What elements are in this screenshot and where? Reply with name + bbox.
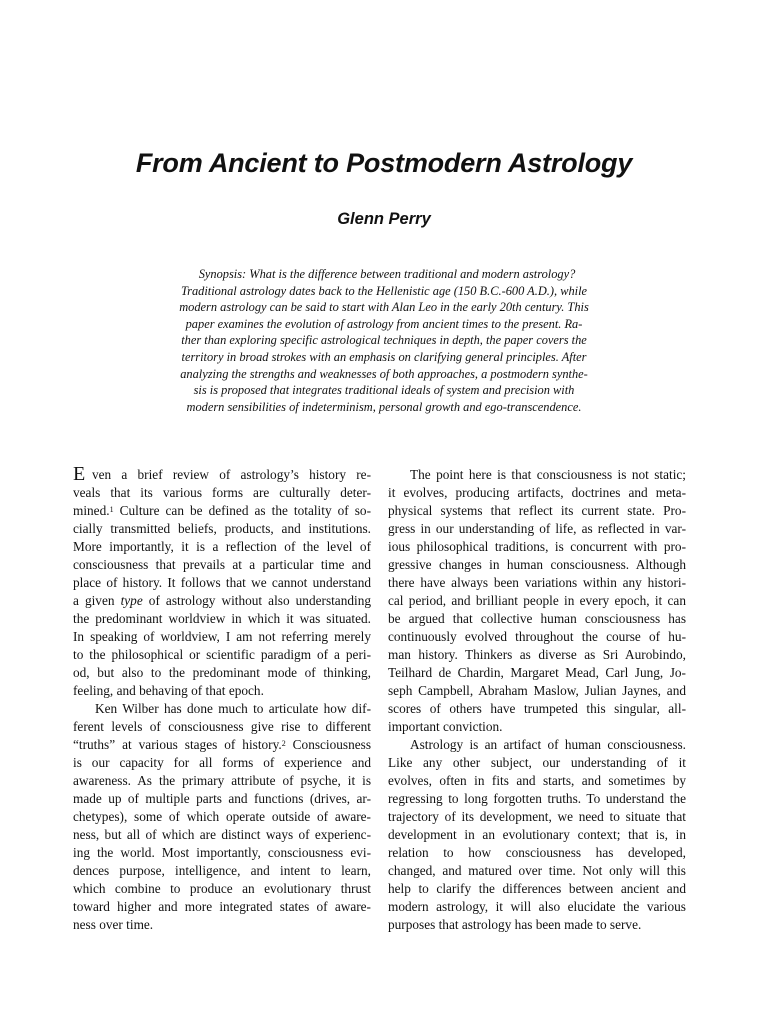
- drop-cap: E: [73, 463, 86, 485]
- body-line: physical systems that reflect its current state. Pro-: [388, 503, 686, 518]
- body-line: toward higher and more integrated states of aware-: [73, 899, 371, 914]
- body-column-left: [73, 463, 371, 934]
- footnote-ref: 1: [109, 505, 114, 514]
- body-line: which combine to produce an evolutionary thrust: [73, 881, 371, 896]
- body-line: Like any other subject, our understanding of it: [388, 755, 686, 770]
- body-line: feeling, and behaving of that epoch.: [73, 683, 264, 698]
- body-line: there have always been variations within any histori-: [388, 575, 686, 590]
- body-column-right: [388, 466, 686, 934]
- body-line: man history. Thinkers as diverse as Sri Aurobindo,: [388, 647, 686, 662]
- body-line: the predominant worldview in which it was situated.: [73, 611, 371, 626]
- body-line: gressive changes in human consciousness. Although: [388, 557, 686, 572]
- body-line: [73, 502, 371, 520]
- paper-author: Glenn Perry: [337, 210, 431, 228]
- body-line: scores of others have trumpeted this singular, all-: [388, 701, 686, 716]
- body-line: regressing to long forgotten truths. To understand the: [388, 791, 686, 806]
- body-line: ness, but all of which are distinct ways of experienc-: [73, 827, 371, 842]
- body-line: chetypes), some of which operate outside of aware-: [73, 809, 371, 824]
- body-text: a given: [73, 593, 121, 608]
- synopsis-line: ther than exploring specific astrological techniques in depth, the paper covers the: [181, 333, 587, 348]
- italic-word: type: [120, 593, 143, 608]
- body-line: od, but also to the predominant mode of thinking,: [73, 665, 371, 680]
- body-line: trajectory of its development, we need to situate that: [388, 809, 686, 824]
- body-line: cal period, and brilliant people in every epoch, it can: [388, 593, 686, 608]
- body-line: [73, 736, 371, 754]
- body-line: ious philosophical traditions, is concurrent with pro-: [388, 539, 686, 554]
- body-text: “truths” at various stages of history.: [73, 737, 282, 752]
- synopsis-line: analyzing the strengths and weaknesses of both approaches, a postmodern synthe-: [180, 366, 588, 381]
- body-line: The point here is that consciousness is not static;: [410, 467, 686, 482]
- footnote-ref: 2: [281, 739, 286, 748]
- body-line: Astrology is an artifact of human consciousness.: [410, 737, 686, 752]
- synopsis: [150, 266, 618, 415]
- synopsis-line: sis is proposed that integrates traditional ideals of system and precision with: [193, 383, 575, 398]
- body-line: made up of multiple parts and functions (drives, ar-: [73, 791, 371, 806]
- body-line: evolves, often in fits and starts, and sometimes by: [388, 773, 686, 788]
- body-line: modern astrology, it will also elucidate the various: [388, 899, 686, 914]
- body-line: to the philosophical or scientific paradigm of a peri-: [73, 647, 371, 662]
- body-text: of astrology without also understanding: [142, 593, 371, 608]
- body-line: In speaking of worldview, I am not referring merely: [73, 629, 371, 644]
- synopsis-line: paper examines the evolution of astrology from ancient times to the present. Ra-: [185, 316, 583, 331]
- body-line: continuously evolved throughout the course of hu-: [388, 629, 686, 644]
- body-text: ven a brief review of astrology’s history re-: [92, 467, 371, 482]
- body-line: consciousness that prevails at a particular time and: [73, 557, 371, 572]
- body-line: [73, 463, 371, 485]
- body-line: important conviction.: [388, 719, 503, 734]
- body-line: it evolves, producing artifacts, doctrines and meta-: [388, 485, 686, 500]
- body-line: seph Campbell, Abraham Maslow, Julian Jaynes, and: [388, 683, 686, 698]
- body-line: is our capacity for all forms of experience and: [73, 755, 371, 770]
- body-line: help to clarify the differences between ancient and: [388, 881, 686, 896]
- body-line: Ken Wilber has done much to articulate how dif-: [95, 701, 371, 716]
- body-line: changed, and matured over time. Not only will this: [388, 863, 686, 878]
- synopsis-line: territory in broad strokes with an emphasis on clarifying general principles. After: [181, 349, 587, 364]
- body-line: ferent levels of consciousness give rise to different: [73, 719, 371, 734]
- synopsis-line: Traditional astrology dates back to the Hellenistic age (150 B.C.-600 A.D.), while: [180, 283, 588, 298]
- body-line: gress in our understanding of life, as reflected in var-: [388, 521, 686, 536]
- paper-title: From Ancient to Postmodern Astrology: [135, 148, 633, 178]
- body-line: [73, 592, 371, 610]
- body-line: dences purpose, intelligence, and intent to learn,: [73, 863, 371, 878]
- body-line: veals that its various forms are culturally deter-: [73, 485, 371, 500]
- body-text: Culture can be defined as the totality of so-: [113, 503, 371, 518]
- body-text: mined.: [73, 503, 110, 518]
- body-line: Teilhard de Chardin, Margaret Mead, Carl Jung, Jo-: [388, 665, 686, 680]
- body-line: More importantly, it is a reflection of the level of: [73, 539, 371, 554]
- synopsis-line: modern sensibilities of indeterminism, personal growth and ego-transcendence.: [186, 399, 582, 414]
- body-line: relation to how consciousness has developed,: [388, 845, 686, 860]
- body-line: ness over time.: [73, 917, 154, 932]
- body-line: awareness. As the primary attribute of psyche, it is: [73, 773, 371, 788]
- body-line: ing the world. Most importantly, consciousness evi-: [73, 845, 371, 860]
- body-text: Consciousness: [285, 737, 371, 752]
- body-line: be argued that collective human consciousness has: [388, 611, 686, 626]
- body-line: development in an evolutionary context; that is, in: [388, 827, 686, 842]
- synopsis-line: modern astrology can be said to start with Alan Leo in the early 20th century. This: [179, 300, 589, 315]
- body-line: purposes that astrology has been made to serve.: [388, 917, 642, 932]
- body-line: cially transmitted beliefs, products, and institutions.: [73, 521, 371, 536]
- body-line: place of history. It follows that we cannot understand: [73, 575, 371, 590]
- synopsis-line: Synopsis: What is the difference between traditional and modern astrology?: [198, 267, 576, 281]
